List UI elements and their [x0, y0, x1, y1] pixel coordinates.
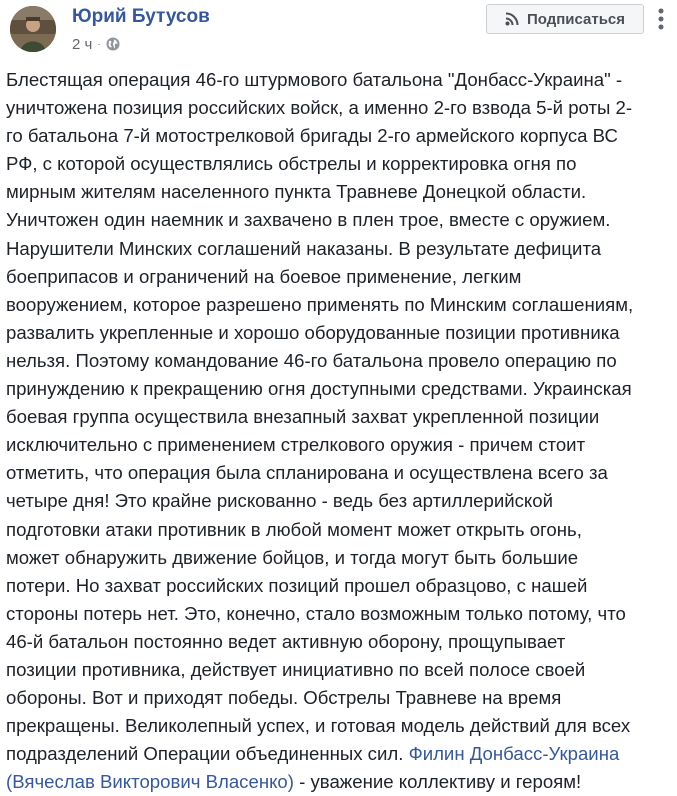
- post-text-line: стороны потерь нет. Это, конечно, стало возможным только потому, что: [6, 602, 626, 624]
- post-text-line: подготовки атаки противник в любой момент может открыть огонь,: [6, 518, 582, 540]
- mention-link-filin[interactable]: Филин Донбасс-Украина: [408, 743, 620, 765]
- post-text-line: уничтожена позиция российских войск, а именно 2-го взвода 5-й роты 2-: [6, 97, 633, 119]
- post-text-line: отметить, что операция была спланирована и осуществлена всего за: [6, 462, 608, 484]
- post-text-line: РФ, с которой осуществлялись обстрелы и корректировка огня по: [6, 153, 577, 175]
- post-text-line: мирным жителям населенного пункта Травневе Донецкой области.: [6, 181, 587, 203]
- post-body: [6, 66, 672, 796]
- author-name-link[interactable]: Юрий Бутусов: [72, 6, 210, 27]
- post-text-line: исключительно с применением стрелкового оружия - причем стоит: [6, 434, 586, 456]
- post-text-line: го батальона 7-й мотострелковой бригады 2-го армейского корпуса ВС: [6, 125, 618, 147]
- post-text-line: Блестящая операция 46-го штурмового батальона "Донбасс-Украина" -: [6, 69, 623, 90]
- post-text-line: развалить укрепленные и хорошо оборудованные позиции противника: [6, 321, 620, 343]
- post-text-line: может обнаружить движение бойцов, и тогда могут быть большие: [6, 546, 579, 568]
- post-text-line: 46-й батальон постоянно ведет активную оборону, прощупывает: [6, 630, 566, 652]
- post-text-segment: - уважение коллективу и героям!: [293, 771, 582, 793]
- post-text-line: вооружением, которое разрешено применять по Минским соглашениям,: [6, 293, 634, 315]
- rss-icon: [505, 12, 519, 26]
- post-text-line: [6, 768, 672, 796]
- more-dots-icon: [658, 8, 664, 30]
- meta-separator: ·: [97, 38, 101, 50]
- post-text-line: прекращены. Великолепный успех, и готовая модель действий для всех: [6, 715, 631, 737]
- globe-icon[interactable]: [106, 37, 120, 51]
- post-text-line: четыре дня! Это крайне рискованно - ведь без артиллерийской: [6, 490, 553, 512]
- post-text-line: Нарушители Минских соглашений наказаны. В результате дефицита: [6, 237, 602, 259]
- post-timestamp[interactable]: 2 ч: [72, 35, 93, 53]
- author-avatar[interactable]: [10, 6, 56, 52]
- post-text-line: принуждению к прекращению огня доступными средствами. Украинская: [6, 378, 632, 400]
- post-text-line: Уничтожен один наемник и захвачено в плен трое, вместе с оружием.: [6, 209, 611, 231]
- post-meta: [72, 34, 120, 54]
- post-text-line: [6, 740, 672, 768]
- subscribe-button-label: Подписаться: [526, 10, 626, 28]
- post-text-segment: подразделений Операции объединенных сил.: [6, 743, 409, 765]
- post-text-line: боевая группа осуществила внезапный захват укрепленной позиции: [6, 406, 600, 428]
- more-options-button[interactable]: [650, 6, 672, 32]
- mention-link-vlasenko[interactable]: (Вячеслав Викторович Власенко): [6, 771, 294, 793]
- post-text-line: обороны. Вот и приходят победы. Обстрелы Травневе на время: [6, 687, 562, 709]
- avatar-photo: [10, 6, 56, 52]
- post-text-line: нельзя. Поэтому командование 46-го батальона провело операцию по: [6, 349, 617, 371]
- post-text-line: потери. Но захват российских позиций прошел образцово, с нашей: [6, 574, 588, 596]
- subscribe-button[interactable]: [486, 4, 644, 34]
- post-text-line: позиции противника, действует инициативно по всей полосе своей: [6, 658, 586, 680]
- post-text-line: боеприпасов и ограничений на боевое применение, легким: [6, 265, 522, 287]
